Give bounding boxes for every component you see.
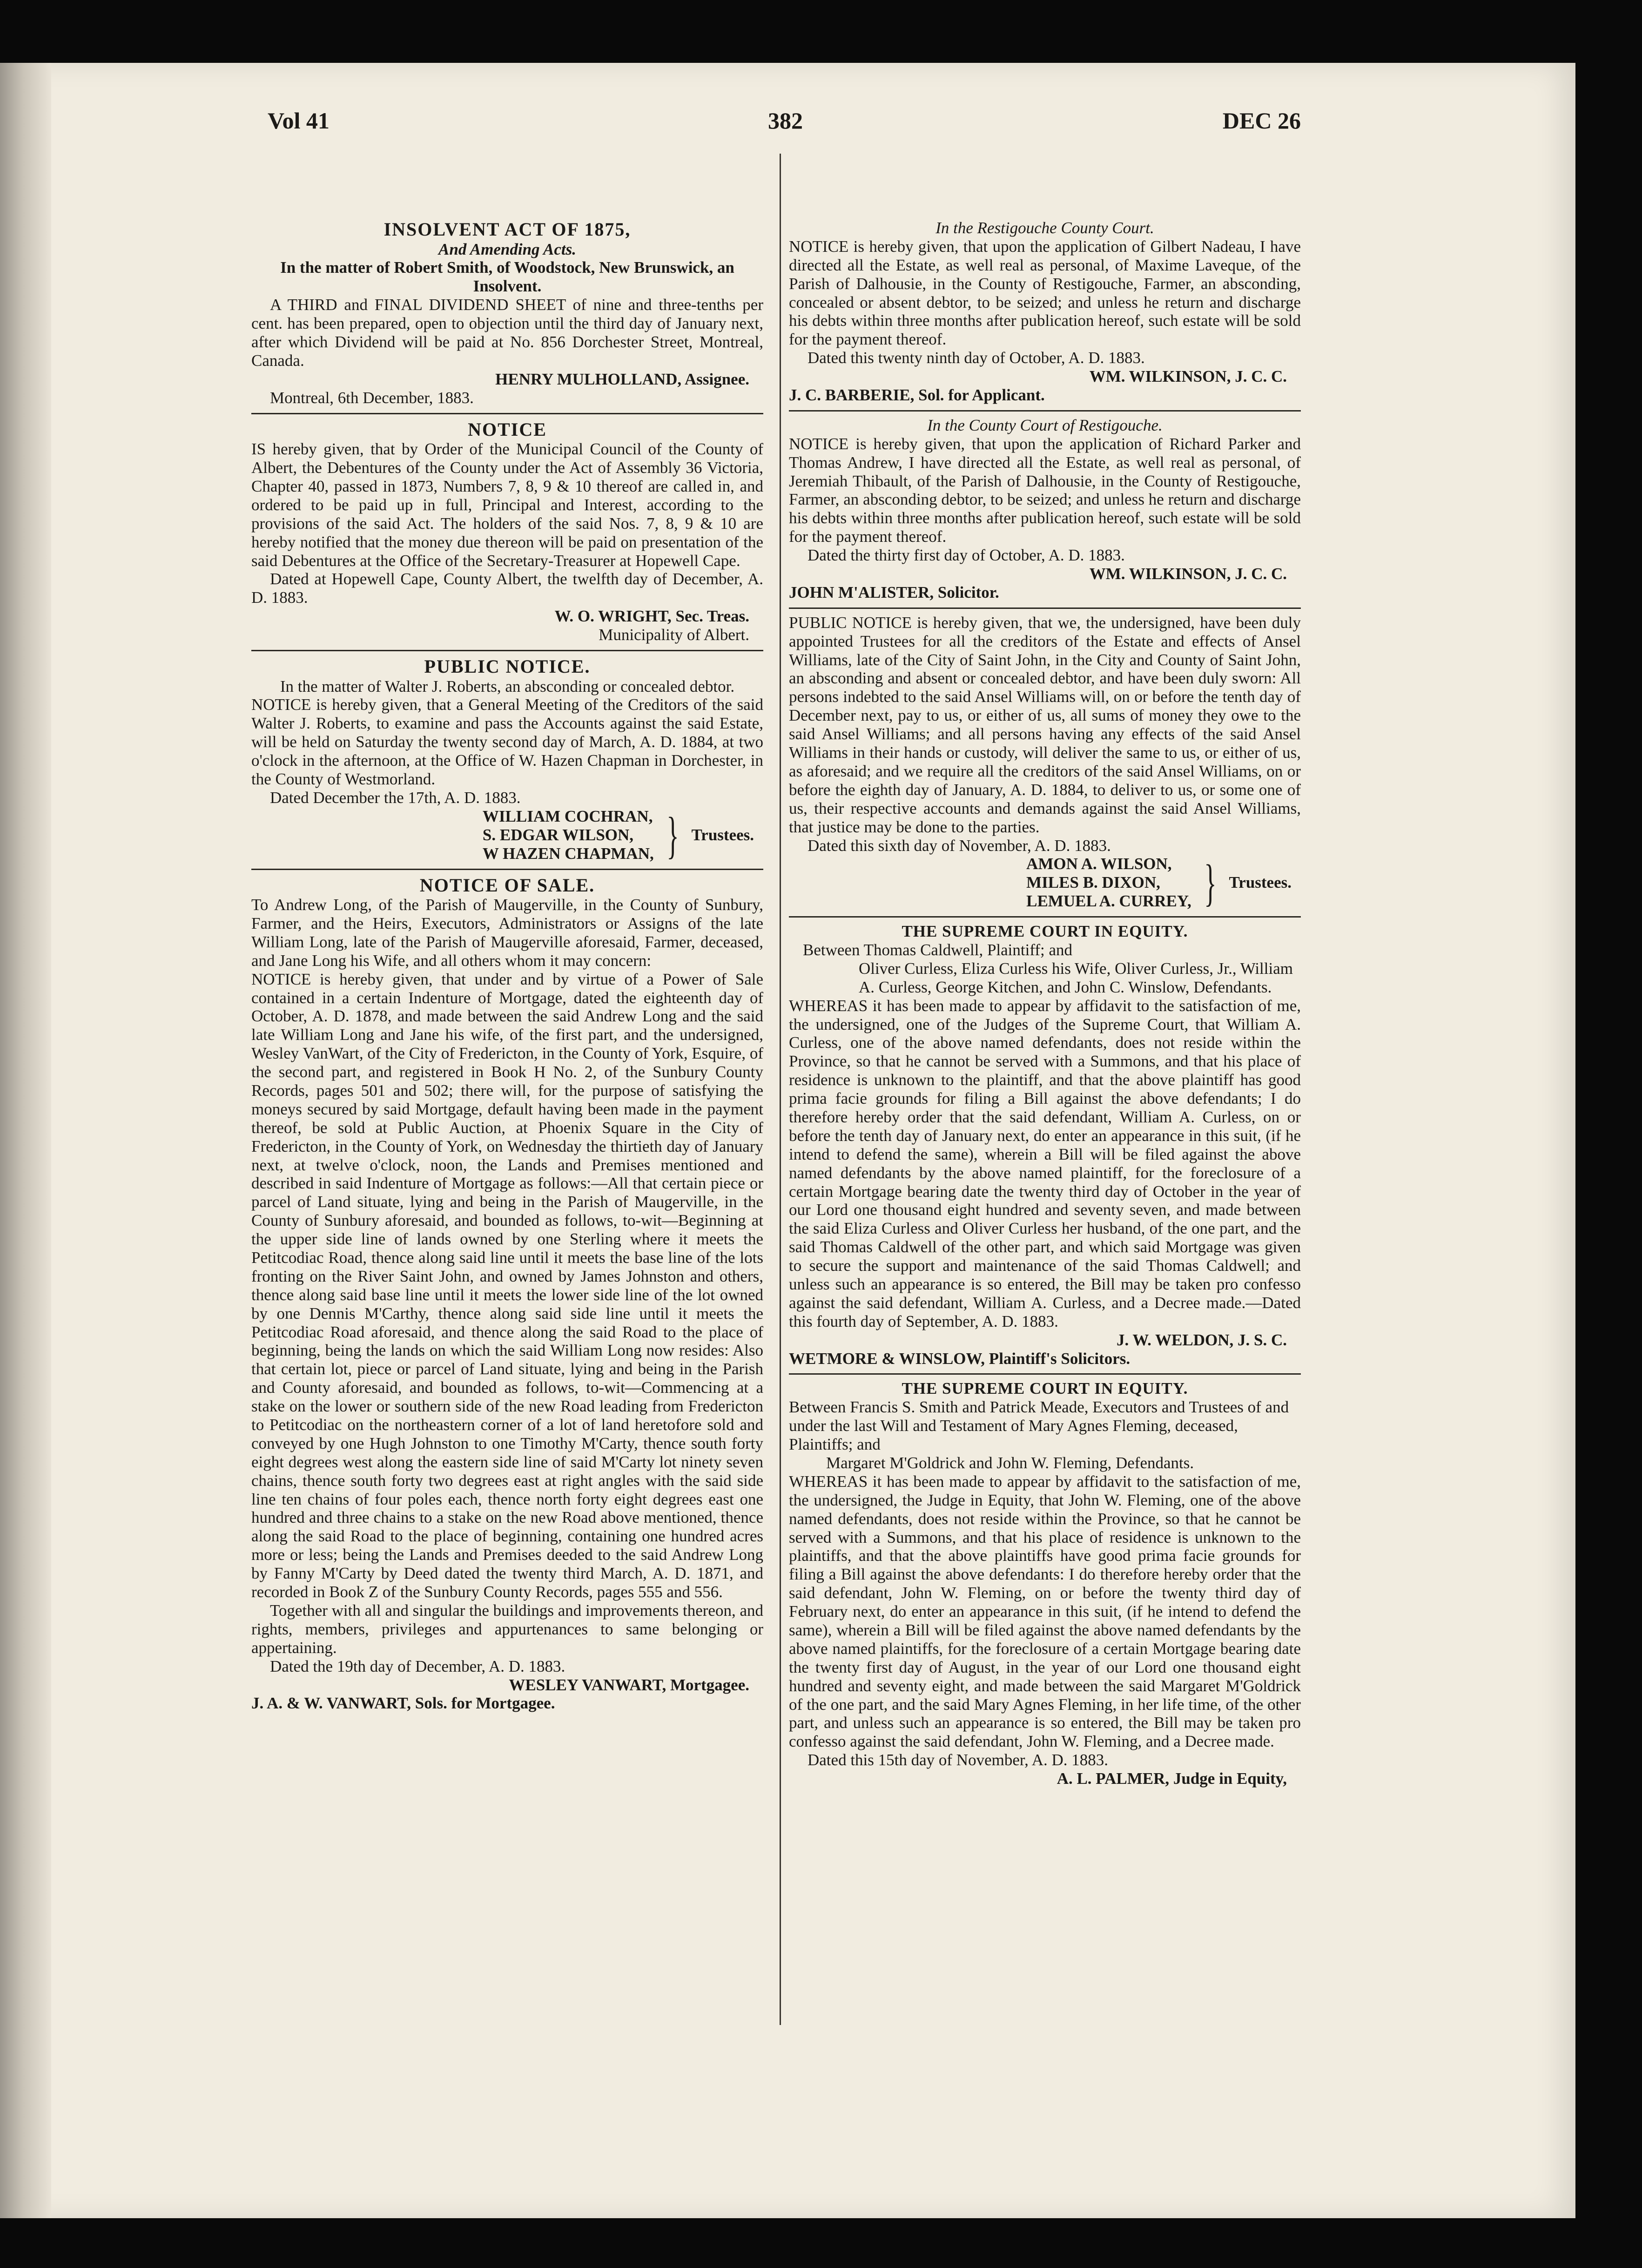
insolvent-act-notice [251,219,763,407]
section-rule [789,410,1301,412]
notice-dated: Dated this 15th day of November, A. D. 1883. [808,1751,1108,1769]
brace-glyph: } [666,806,679,864]
trustee-name: LEMUEL A. CURREY, [1026,892,1191,911]
plaintiff-line: Between Francis S. Smith and Patrick Meade, Executors and Trustees of and under the last Will and Testament of Mary Agnes Fleming, deceased, Plaintiffs; and [789,1398,1289,1454]
albert-debenture-notice [251,419,763,644]
court-heading: THE SUPREME COURT IN EQUITY. [902,1379,1188,1398]
restigouche-court-notice-1 [789,219,1301,405]
section-rule [789,916,1301,918]
volume-label: Vol 41 [268,108,330,134]
column-divider [780,154,781,2025]
section-rule [251,869,763,870]
parties [789,941,1301,997]
trustee-name: WILLIAM COCHRAN, [482,807,653,825]
trustee-name: W HAZEN CHAPMAN, [482,844,654,863]
notice-dated: Dated this sixth day of November, A. D. 1883. [808,836,1111,855]
notice-title: NOTICE [468,418,547,440]
notice-dated: Montreal, 6th December, 1883. [270,388,474,407]
issue-date: DEC 26 [1222,108,1301,134]
trustee-name: S. EDGAR WILSON, [482,825,634,844]
right-column [789,219,1301,1793]
brace-glyph: } [1204,854,1217,911]
notice-body: PUBLIC NOTICE is hereby given, that we, the undersigned, have been duly appointed Trustees for all the creditors of the Estate and effects of Ansel Williams, late of the City of Saint John, in the City and County of Saint John, an absconding and absent or concealed debtor, and have been duly sworn: All persons indebted to the said Ansel Williams will, on or before the tenth day of December next, pay to us, or either of us, all sums of money they owe to the said Ansel Williams; and all persons having any effects of the said Ansel Williams in their hands or custody, will deliver the same to us, or either of us, as aforesaid; and we require all the creditors of the said Ansel Williams, on or before the eighth day of January, A. D. 1884, to deliver to us, or some one of us, their respective accounts and demands against the said Ansel Williams, that justice may be done to the parties. [789,613,1301,836]
notice-dated: Dated this twenty ninth day of October, A. D. 1883. [808,349,1145,367]
page-number: 382 [768,108,803,134]
notice-solicitors: WETMORE & WINSLOW, Plaintiff's Solicitors. [789,1349,1131,1368]
notice-signature: A. L. PALMER, Judge in Equity, [1057,1769,1287,1788]
notice-signature: HENRY MULHOLLAND, Assignee. [495,370,749,388]
notice-solicitors: J. A. & W. VANWART, Sols. for Mortgagee. [251,1694,555,1713]
notice-body: IS hereby given, that by Order of the Municipal Council of the County of Albert, the Debentures of the County under the Act of Assembly 36 Victoria, Chapter 40, passed in 1873, Numbers 7, 8, 9 & 10 thereof are called in, and ordered to be paid up in full, Principal and Interest, according to the provisions of the said Act. The holders of the said Nos. 7, 8, 9 & 10 are hereby notified that the money due thereon will be paid on presentation of the said Debentures at the Office of the Secretary-Treasurer at Hopewell Cape. [251,440,763,570]
notice-body: NOTICE is hereby given, that upon the application of Gilbert Nadeau, I have directed all the Estate, as well real as personal, of Maxime Laveque, of the Parish of Dalhousie, in the County of Restigouche, Farmer, an absconding, concealed or absent debtor, to be seized; and unless he return and discharge his debts within three months after publication hereof, such estate will be sold for the payment thereof. [789,237,1301,349]
notice-title: INSOLVENT ACT OF 1875, [384,219,631,240]
notice-body-continued: Together with all and singular the buildings and improvements thereon, and rights, members, privileges and appurtenances to same belonging or appertaining. [251,1601,763,1657]
court-heading: In the County Court of Restigouche. [927,416,1163,434]
notice-body: A THIRD and FINAL DIVIDEND SHEET of nine and three-tenths per cent. has been prepared, open to objection until the third day of January next, after which Dividend will be paid at No. 856 Dorchester Street, Montreal, Canada. [251,296,763,370]
trustee-name: AMON A. WILSON, [1026,855,1172,873]
trustee-block [789,855,1292,911]
trustees-label: Trustees. [1229,873,1292,892]
notice-subtitle: And Amending Acts. [438,240,576,258]
notice-signature: WESLEY VANWART, Mortgagee. [509,1675,749,1694]
notice-body: WHEREAS it has been made to appear by affidavit to the satisfaction of me, the undersigned, the Judge in Equity, that John W. Fleming, one of the above named defendants, does not reside within the Province, so that he cannot be served with a Summons, and that his place of residence is unknown to the plaintiffs, and that the above plaintiffs have good prima facie grounds for filing a Bill against the above defendants: I do therefore hereby order that the said defendant, John W. Fleming, on or before the twenty third day of February next, do enter an appearance in this suit, (if he intend to defend the same), wherein a Bill will be filed against the above named defendants by the above named plaintiffs, for the foreclosure of a certain Mortgage bearing date the twenty first day of August, in the year of our Lord one thousand eight hundred and seventy eight, and made between the said Margaret M'Goldrick of the one part, and the said Mary Agnes Fleming, in her life time, of the other part, and unless such an appearance is so entered, the Bill may be taken pro confesso against the said defendant, John W. Fleming, and a Decree made. [789,1472,1301,1751]
section-rule [789,608,1301,609]
section-rule [251,650,763,651]
plaintiff-line: Between Thomas Caldwell, Plaintiff; and [803,940,1073,959]
williams-public-notice [789,614,1301,911]
notice-signature: J. W. WELDON, J. S. C. [1117,1330,1287,1349]
notice-of-sale [251,875,763,1713]
notice-dated: Dated at Hopewell Cape, County Albert, the twelfth day of December, A. D. 1883. [251,570,763,607]
roberts-public-notice [251,656,763,863]
trustee-block [251,807,754,863]
notice-caption: In the matter of Robert Smith, of Woodstock, New Brunswick, an Insolvent. [280,258,734,296]
notice-signature-title: Municipality of Albert. [599,626,749,644]
section-rule [789,1373,1301,1375]
notice-title: PUBLIC NOTICE. [424,656,591,677]
notice-body: NOTICE is hereby given, that a General Meeting of the Creditors of the said Walter J. Roberts, to examine and pass the Accounts against the said Estate, will be held on Saturday the twenty second day of March, A. D. 1884, at two o'clock in the afternoon, at the Office of W. Hazen Chapman in Dorchester, in the County of Westmorland. [251,695,763,789]
running-head [268,107,1301,158]
notice-caption: In the matter of Walter J. Roberts, an absconding or concealed debtor. [280,677,735,695]
court-heading: THE SUPREME COURT IN EQUITY. [902,922,1188,941]
restigouche-court-notice-2 [789,416,1301,602]
section-rule [251,413,763,414]
notice-signature: WM. WILKINSON, J. C. C. [1089,367,1287,386]
notice-address: To Andrew Long, of the Parish of Maugerville, in the County of Sunbury, Farmer, and the Heirs, Executors, Administrators or Assigns of the late William Long, late of the Parish of Maugerville aforesaid, Farmer, deceased, and Jane Long his Wife, and all others whom it may concern: [251,896,763,970]
parties [789,1398,1301,1472]
notice-body: NOTICE is hereby given, that under and by virtue of a Power of Sale contained in a certain Indenture of Mortgage, dated the eighteenth day of October, A. D. 1878, and made between the said Andrew Long and the said late William Long and Jane his wife, of the first part, and the undersigned, Wesley VanWart, of the City of Fredericton, in the County of York, Esquire, of the second part, and registered in Book H No. 2, of the Sunbury County Records, pages 501 and 502; there will, for the purpose of satisfying the moneys secured by said Mortgage, default having been made in the payment thereof, be sold at Public Auction, at Phoenix Square in the City of Fredericton, in the County of York, on Wednesday the thirtieth day of January next, at twelve o'clock, noon, the Lands and Premises mentioned and described in said Indenture of Mortgage as follows:—All that certain piece or parcel of Land situate, lying and being in the Parish of Maugerville, in the County of Sunbury aforesaid, and bounded as follows, to-wit—Beginning at the upper side line of lands owned by one Sterling where it meets the Petitcodiac Road, thence along said line until it meets the base line of the lots fronting on the River Saint John, and owned by James Johnston and others, thence along said base line until it meets the lower side line of the lot owned by one Dennis M'Carthy, thence along said side line until it meets the Petitcodiac Road aforesaid, and thence along the said Road to the place of beginning, being the lands on which the said William Long now resides: Also that certain lot, piece or parcel of Land situate, lying and being in the Parish and County aforesaid, and bounded as follows, to-wit—Commencing at a stake on the lower or southern side of the new Road leading from Fredericton to Petitcodiac on the northeastern corner of a lot of land heretofore sold and conveyed by one Hugh Johnston to one Timothy M'Carty, thence south forty eight degrees west along the eastern side line of said M'Carty lot ninety seven chains, thence south forty two degrees east at right angles with the said side line ten chains of four poles each, thence north forty eight degrees east one hundred and three chains to a stake on the new Road above mentioned, thence along the said Road to the place of beginning, containing one hundred acres more or less; being the Lands and Premises deeded to the said Andrew Long by Fanny M'Carty by Deed dated the twenty third March, A. D. 1871, and recorded in Book Z of the Sunbury County Records, pages 555 and 556. [251,970,763,1601]
notice-body: NOTICE is hereby given, that upon the application of Richard Parker and Thomas Andrew, I have directed all the Estate, as well real as personal, of Jeremiah Thibault, of the Parish of Dalhousie, in the County of Restigouche, Farmer, an absconding debtor, to be seized; and unless he return and discharge his debts within three months after publication hereof, such estate will be sold for the payment thereof. [789,434,1301,546]
notice-title: NOTICE OF SALE. [419,874,595,896]
binding-fold [0,63,51,2218]
equity-notice-fleming [789,1379,1301,1788]
notice-solicitor: JOHN M'ALISTER, Solicitor. [789,583,999,601]
notice-solicitor: J. C. BARBERIE, Sol. for Applicant. [789,386,1045,405]
notice-dated: Dated December the 17th, A. D. 1883. [270,788,521,807]
trustee-names [483,807,654,863]
equity-notice-caldwell [789,922,1301,1368]
notice-signature: WM. WILKINSON, J. C. C. [1089,565,1287,583]
notice-dated: Dated the thirty first day of October, A. D. 1883. [808,546,1125,565]
left-column [251,219,763,1717]
notice-body: WHEREAS it has been made to appear by affidavit to the satisfaction of me, the undersigned, one of the Judges of the Supreme Court, that William A. Curless, one of the above named defendants, does not reside within the Province, so that he cannot be served with a Summons, and that his place of residence is unknown to the plaintiff, and that the above plaintiff has good prima facie grounds for filing a Bill against the above defendants; I do therefore hereby order that the said defendant, William A. Curless, on or before the tenth day of January next, do enter an appearance in this suit, (if he intend to defend the same), wherein a Bill will be filed against the above named defendants by the above named plaintiff, for the foreclosure of a certain Mortgage bearing date the twenty third day of October in the year of our Lord one thousand eight hundred and seventy seven, and made between the said Eliza Curless and Oliver Curless her husband, of the one part, and the said Thomas Caldwell of the other part, and which said Mortgage was given to secure the support and maintenance of the said Thomas Caldwell; and unless such an appearance is so entered, the Bill may be taken pro confesso against the said defendant, William A. Curless, and a Decree made.—Dated this fourth day of September, A. D. 1883. [789,996,1301,1330]
trustee-names [1026,855,1191,911]
court-heading: In the Restigouche County Court. [935,219,1154,237]
defendant-line: Margaret M'Goldrick and John W. Fleming, Defendants. [826,1454,1194,1472]
notice-signature: W. O. WRIGHT, Sec. Treas. [554,607,749,626]
trustees-label: Trustees. [691,825,754,844]
notice-dated: Dated the 19th day of December, A. D. 1883. [270,1657,565,1675]
trustee-name: MILES B. DIXON, [1026,873,1160,892]
defendant-line: Oliver Curless, Eliza Curless his Wife, Oliver Curless, Jr., William A. Curless, George Kitchen, and John C. Winslow, Defendants. [859,959,1293,996]
gazette-page [0,63,1575,2218]
